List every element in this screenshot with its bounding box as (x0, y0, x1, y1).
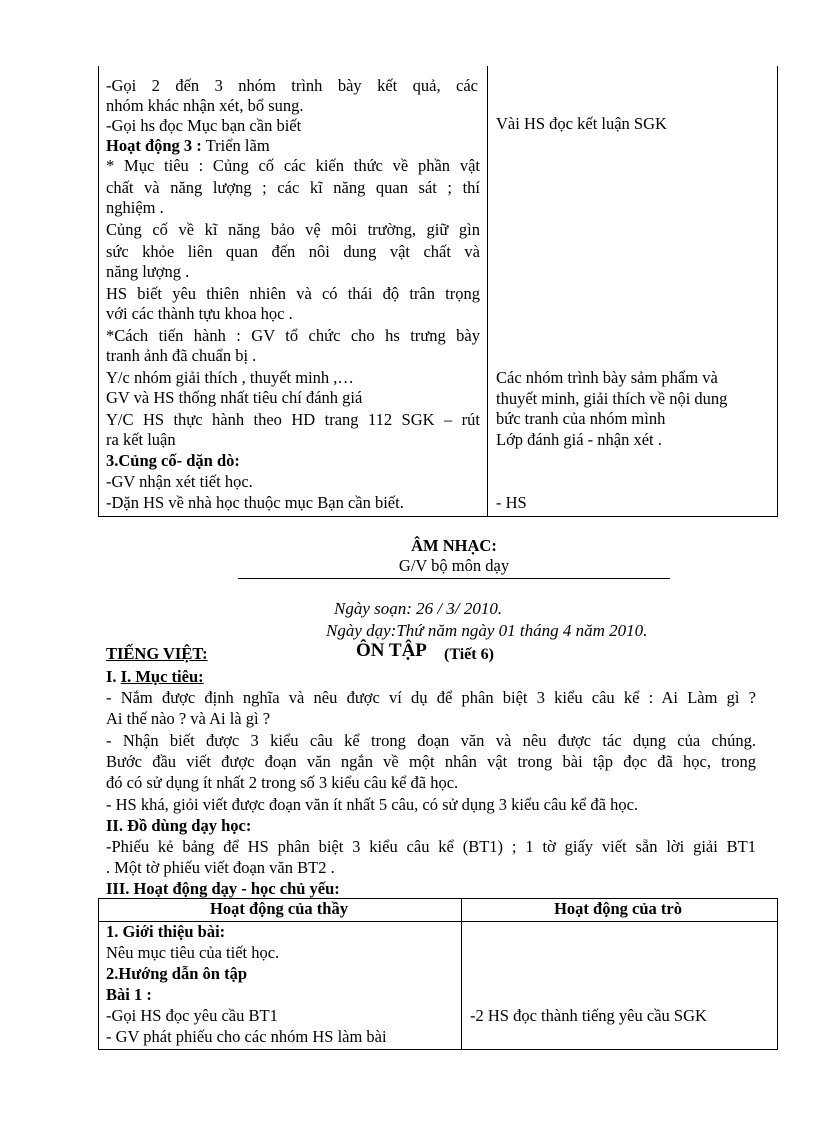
teacher-line: Củng cố về kĩ năng bảo vệ môi trường, giữ gìn (106, 220, 480, 239)
teacher-line: nghiệm . (106, 198, 164, 217)
objective-line: - Nhận biết được 3 kiểu câu kể trong đoạn văn và nêu được tác dụng của chúng. (106, 731, 756, 750)
teacher-line: -Gọi hs đọc Mục bạn cần biết (106, 116, 302, 135)
exercise-heading: Bài 1 : (106, 985, 152, 1004)
student-line: - HS (496, 493, 527, 512)
material-line: . Một tờ phiếu viết đoạn văn BT2 . (106, 858, 335, 877)
objective-line: - HS khá, giỏi viết được đoạn văn ít nhất 5 câu, có sử dụng 3 kiểu câu kể đã học. (106, 795, 639, 814)
activity-3-heading: Hoạt động 3 : (106, 136, 202, 155)
date-prepared: Ngày soạn: 26 / 3/ 2010. (334, 599, 503, 618)
objective-line: - Nắm được định nghĩa và nêu được ví dụ để phân biệt 3 kiểu câu kể : Ai Làm gì ? (106, 688, 756, 707)
teacher-line: Y/c nhóm giải thích , thuyết minh ,… (106, 368, 354, 387)
music-subtitle: G/V bộ môn dạy (398, 556, 510, 575)
teacher-line: *Cách tiến hành : GV tổ chức cho hs trưng bày (106, 326, 480, 345)
activity-3-title: Triển lãm (201, 136, 270, 155)
material-line: -Phiếu kẻ bảng để HS phân biệt 3 kiểu câu kể (BT1) ; 1 tờ giấy viết sẵn lời giải BT1 (106, 837, 756, 856)
activity-3-line (106, 136, 270, 156)
section-3-heading: 3.Củng cố- dặn dò: (106, 451, 240, 470)
teacher-line: Y/C HS thực hành theo HD trang 112 SGK – rút (106, 410, 480, 429)
teacher-line: -GV nhận xét tiết học. (106, 472, 253, 491)
objectives-heading-text: I. Mục tiêu: (120, 667, 204, 686)
column-divider (487, 66, 488, 516)
teacher-line: năng lượng . (106, 262, 190, 281)
teacher-step: -Gọi HS đọc yêu cầu BT1 (106, 1006, 278, 1025)
teacher-line: -Dặn HS về nhà học thuộc mục Bạn cần biết. (106, 493, 404, 512)
student-line: thuyết minh, giải thích về nội dung (496, 389, 728, 408)
teacher-line: ra kết luận (106, 430, 176, 449)
teacher-step: Nêu mục tiêu của tiết học. (106, 943, 280, 962)
teacher-line: * Mục tiêu : Củng cố các kiến thức về phần vật (106, 156, 480, 175)
teacher-line: với các thành tựu khoa học . (106, 304, 293, 323)
teacher-line: GV và HS thống nhất tiêu chí đánh giá (106, 388, 363, 407)
student-line: Lớp đánh giá - nhận xét . (496, 430, 662, 449)
lesson-period: (Tiết 6) (444, 646, 494, 663)
student-line: Các nhóm trình bày sảm phẩm và (496, 368, 718, 387)
student-step: -2 HS đọc thành tiếng yêu cầu SGK (470, 1006, 707, 1025)
objective-line: Bước đầu viết được đoạn văn ngắn về một nhân vật trong bài tập đọc đã học, trong (106, 752, 756, 771)
teacher-line: -Gọi 2 đến 3 nhóm trình bày kết quả, các (106, 76, 478, 95)
teacher-line: nhóm khác nhận xét, bổ sung. (106, 96, 304, 115)
student-line: bức tranh của nhóm mình (496, 409, 666, 428)
col-header-teacher: Hoạt động của thầy (210, 899, 348, 918)
date-taught: Ngày dạy:Thứ năm ngày 01 tháng 4 năm 2010. (326, 621, 648, 640)
activities-heading: III. Hoạt động dạy - học chủ yếu: (106, 879, 340, 898)
col-header-student: Hoạt động của trò (554, 899, 682, 918)
teacher-line: HS biết yêu thiên nhiên và có thái độ trân trọng (106, 284, 480, 303)
objective-line: Ai thế nào ? và Ai là gì ? (106, 709, 271, 728)
student-line: Vài HS đọc kết luận SGK (496, 114, 667, 133)
subject-label: TIẾNG VIỆT: (106, 644, 208, 663)
objective-line: đó có sử dụng ít nhất 2 trong số 3 kiểu câu kể đã học. (106, 773, 459, 792)
music-title: ÂM NHẠC: (411, 536, 497, 555)
lesson-title: ÔN TẬP (356, 640, 427, 661)
materials-heading: II. Đồ dùng dạy học: (106, 816, 252, 835)
objectives-heading: I. I. Mục tiêu: (106, 667, 204, 686)
music-divider (238, 578, 670, 579)
teacher-step-heading: 2.Hướng dẫn ôn tập (106, 964, 247, 983)
teacher-step-heading: 1. Giới thiệu bài: (106, 922, 226, 941)
teacher-step: - GV phát phiếu cho các nhóm HS làm bài (106, 1027, 387, 1046)
teacher-line: tranh ảnh đã chuẩn bị . (106, 346, 257, 365)
teacher-line: chất và năng lượng ; các kĩ năng quan sát ; thí (106, 178, 480, 197)
teacher-line: sức khỏe liên quan đến nôi dung vật chất và (106, 242, 480, 261)
